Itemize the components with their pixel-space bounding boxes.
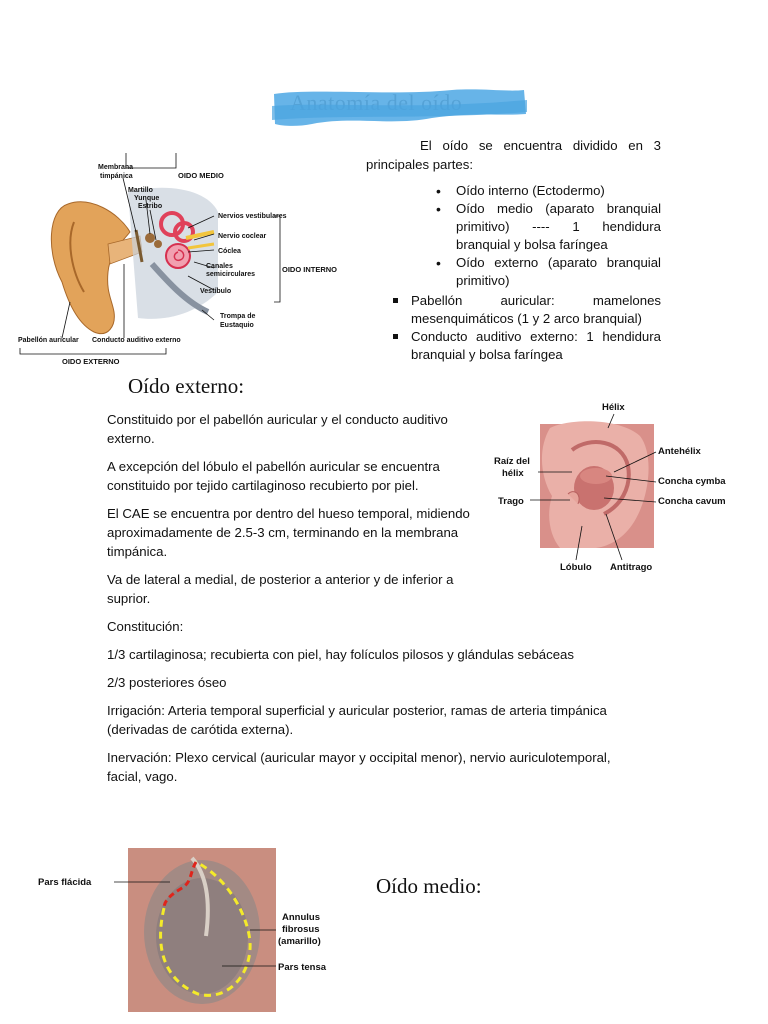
label-oido-medio: OIDO MEDIO bbox=[178, 171, 224, 180]
paragraph: 1/3 cartilaginosa; recubierta con piel, hay folículos pilosos y glándulas sebáceas bbox=[107, 647, 574, 662]
ear-parts-list bbox=[456, 182, 661, 290]
label-oido-interno: OIDO INTERNO bbox=[282, 265, 338, 274]
label-trompa: Trompa de bbox=[220, 313, 256, 320]
paragraph: Inervación: Plexo cervical (auricular mayor y occipital menor), nervio auriculotemporal, facial, vago. bbox=[107, 750, 611, 784]
label-amarillo: (amarillo) bbox=[278, 936, 321, 947]
ear-anatomy-figure bbox=[18, 152, 354, 370]
label-coclea: Cóclea bbox=[218, 248, 241, 255]
label-martillo: Martillo bbox=[128, 187, 153, 194]
label-eustaquio: Eustaquio bbox=[220, 322, 254, 329]
label-pars-tensa: Pars tensa bbox=[278, 962, 327, 973]
auricle-figure bbox=[490, 396, 740, 578]
label-antehelix: Antehélix bbox=[658, 446, 701, 457]
list-item: Pabellón auricular: mamelones mesenquimáticos (1 y 2 arco branquial) bbox=[411, 293, 661, 326]
label-timpanica: timpánica bbox=[100, 173, 133, 180]
label-fibrosus: fibrosus bbox=[282, 924, 320, 935]
label-membrana: Membrana bbox=[98, 164, 134, 171]
label-lobulo: Lóbulo bbox=[560, 562, 592, 573]
label-raiz-helix: hélix bbox=[502, 468, 524, 479]
label-concha-cymba: Concha cymba bbox=[658, 476, 726, 487]
label-conducto: Conducto auditivo externo bbox=[92, 337, 181, 344]
section-heading-middle-ear: Oído medio: bbox=[376, 874, 482, 898]
label-trago: Trago bbox=[498, 496, 524, 507]
tympanic-membrane-figure bbox=[32, 846, 344, 1016]
section-heading-external-ear: Oído externo: bbox=[128, 374, 245, 398]
paragraph: Constitución: bbox=[107, 619, 184, 634]
label-nervio-coclear: Nervio coclear bbox=[218, 233, 267, 240]
list-item: Conducto auditivo externo: 1 hendidura branquial y bolsa faríngea bbox=[411, 329, 661, 362]
document-title-area bbox=[272, 86, 527, 132]
label-semicirculares: semicirculares bbox=[206, 271, 256, 278]
label-pabellon: Pabellón auricular bbox=[18, 337, 79, 344]
intro-lead: El oído se encuentra dividido en 3 principales partes: bbox=[366, 138, 661, 172]
paragraph: Irrigación: Arteria temporal superficial y auricular posterior, ramas de arteria timpánica (derivadas de carótida externa). bbox=[107, 703, 607, 737]
label-vestibulo: Vestíbulo bbox=[200, 288, 232, 295]
label-helix: Hélix bbox=[602, 402, 625, 413]
label-oido-externo: OIDO EXTERNO bbox=[62, 357, 120, 366]
label-concha-cavum: Concha cavum bbox=[658, 496, 726, 507]
intro-paragraph bbox=[366, 136, 661, 174]
paragraph: Constituido por el pabellón auricular y el conducto auditivo externo. bbox=[107, 412, 448, 446]
paragraph: El CAE se encuentra por dentro del hueso temporal, midiendo aproximadamente de 2.5-3 cm, terminando en la membrana timpánica. bbox=[107, 506, 470, 559]
label-raiz-del: Raíz del bbox=[494, 456, 530, 467]
paragraph: Va de lateral a medial, de posterior a anterior y de inferior a suprior. bbox=[107, 572, 454, 606]
label-canales: Canales bbox=[206, 263, 233, 270]
list-item: • Oído interno (Ectodermo) bbox=[456, 182, 661, 200]
label-antitrago: Antitrago bbox=[610, 562, 653, 573]
label-yunque: Yunque bbox=[134, 195, 160, 202]
label-estribo: Estribo bbox=[138, 203, 163, 210]
highlighter-smear bbox=[272, 86, 527, 132]
label-pars-flacida: Pars flácida bbox=[38, 877, 92, 888]
external-ear-origin-list bbox=[411, 292, 661, 364]
label-annulus: Annulus bbox=[282, 912, 320, 923]
label-nervios-vestibulares: Nervios vestibulares bbox=[218, 213, 287, 220]
paragraph: A excepción del lóbulo el pabellón auricular se encuentra constituido por tejido cartilaginoso recubierto por piel. bbox=[107, 459, 440, 493]
list-item: • Oído medio (aparato branquial primitivo) ---- 1 hendidura branquial y bolsa faríngea bbox=[456, 200, 661, 254]
paragraph: 2/3 posteriores óseo bbox=[107, 675, 227, 690]
list-item: • Oído externo (aparato branquial primitivo) bbox=[456, 254, 661, 290]
